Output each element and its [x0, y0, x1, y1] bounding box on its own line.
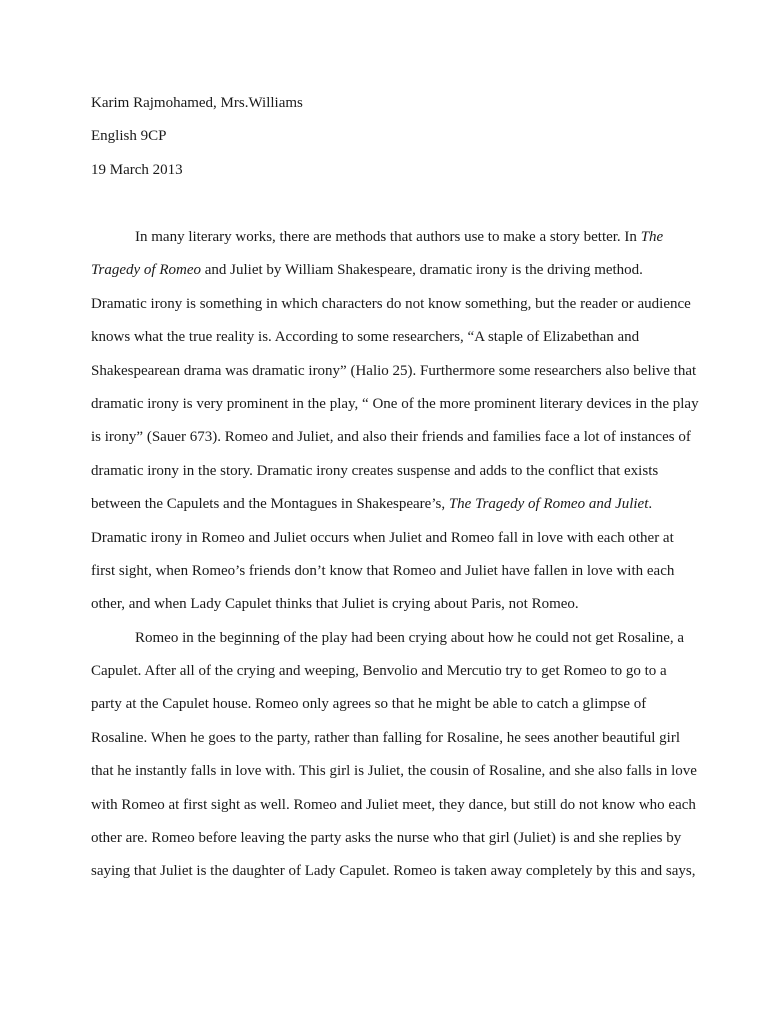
- p1-line-9-italic: The Tragedy of Romeo and Juliet: [448, 496, 649, 513]
- p1-line-2-text: and Juliet by William Shakespeare, dramatic irony is the driving method.: [201, 262, 643, 279]
- p1-line-4: knows what the true reality is. According to some researchers, “A staple of Elizabethan and: [91, 329, 640, 346]
- p2-line-4: Rosaline. When he goes to the party, rather than falling for Rosaline, he sees another beautiful girl: [91, 729, 680, 746]
- p1-line-11: first sight, when Romeo’s friends don’t know that Romeo and Juliet have fallen in love with each: [91, 562, 675, 579]
- date-line: 19 March 2013: [91, 161, 183, 178]
- p1-line-9-text: between the Capulets and the Montagues in Shakespeare’s,: [91, 496, 449, 513]
- p2-line-8: saying that Juliet is the daughter of Lady Capulet. Romeo is taken away completely by this and says,: [91, 863, 696, 880]
- p1-line-5: Shakespearean drama was dramatic irony” (Halio 25). Furthermore some researchers also belive that: [91, 362, 697, 379]
- p1-line-10: Dramatic irony in Romeo and Juliet occurs when Juliet and Romeo fall in love with each other at: [91, 529, 674, 546]
- p2-line-6: with Romeo at first sight as well. Romeo and Juliet meet, they dance, but still do not know who each: [91, 796, 696, 813]
- author-line: Karim Rajmohamed, Mrs.Williams: [91, 95, 303, 111]
- p1-line-7: is irony” (Sauer 673). Romeo and Juliet, and also their friends and families face a lot of instances of: [91, 429, 691, 446]
- p1-line-1: [91, 221, 664, 254]
- p2-line-2: Capulet. After all of the crying and weeping, Benvolio and Mercutio try to get Romeo to go to a: [91, 663, 667, 680]
- p2-line-3: party at the Capulet house. Romeo only agrees so that he might be able to catch a glimpse of: [91, 696, 647, 713]
- p2-line-7: other are. Romeo before leaving the party asks the nurse who that girl (Juliet) is and she replies by: [91, 830, 682, 847]
- p1-line-2-italic: Tragedy of Romeo: [91, 262, 201, 279]
- essay-header: [91, 87, 303, 187]
- p1-line-8: dramatic irony in the story. Dramatic irony creates suspense and adds to the conflict that exists: [91, 462, 659, 479]
- p1-line-9: [91, 488, 661, 521]
- p1-line-9-end: .: [648, 496, 653, 513]
- p2-line-1: Romeo in the beginning of the play had been crying about how he could not get Rosaline, a: [135, 629, 685, 646]
- essay-body: [91, 221, 699, 889]
- p1-line-1-text: In many literary works, there are methods that authors use to make a story better. In: [135, 229, 641, 245]
- p1-line-6: dramatic irony is very prominent in the play, “ One of the more prominent literary devices in the play: [91, 395, 699, 412]
- p1-line-2: [91, 254, 661, 287]
- p1-line-1-italic: The: [640, 229, 664, 245]
- p1-line-3: Dramatic irony is something in which characters do not know something, but the reader or audience: [91, 295, 691, 312]
- course-line: English 9CP: [91, 128, 167, 145]
- p2-line-5: that he instantly falls in love with. This girl is Juliet, the cousin of Rosaline, and she also falls in love: [91, 763, 697, 780]
- p1-line-12: other, and when Lady Capulet thinks that Juliet is crying about Paris, not Romeo.: [91, 596, 579, 613]
